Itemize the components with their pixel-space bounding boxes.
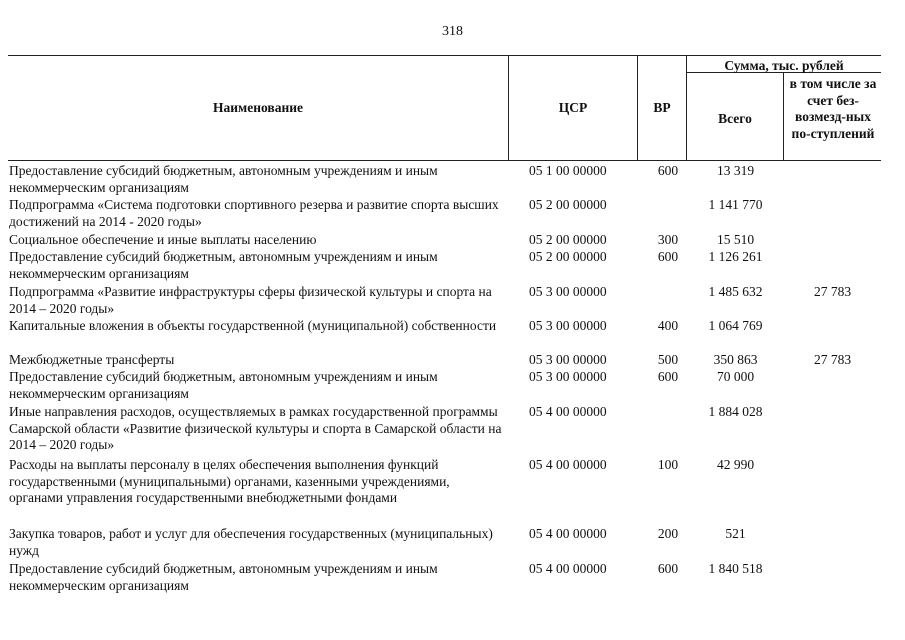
row-csr: 05 4 00 00000: [529, 404, 607, 419]
row-vr: 600: [657, 249, 679, 264]
row-free: 27 783: [813, 284, 852, 299]
row-vr: 600: [657, 369, 679, 384]
row-name: Социальное обеспечение и иные выплаты населению: [9, 232, 317, 247]
row-total: 70 000: [716, 369, 755, 384]
row-csr: 05 2 00 00000: [529, 249, 607, 264]
row-total: 350 863: [713, 352, 758, 367]
row-name: Межбюджетные трансферты: [9, 352, 175, 367]
row-vr: 300: [657, 232, 679, 247]
header-total: Всего: [718, 111, 752, 126]
row-total: 521: [725, 526, 746, 541]
page-number: 318: [442, 24, 463, 39]
row-total: 15 510: [716, 232, 755, 247]
row-total: 1 884 028: [708, 404, 763, 419]
row-name: Капитальные вложения в объекты государственной (муниципальной) собственности: [9, 318, 497, 333]
row-total: 1 126 261: [708, 249, 763, 264]
header-csr: ЦСР: [558, 100, 588, 115]
row-total: 1 485 632: [708, 284, 763, 299]
row-total: 1 064 769: [708, 318, 763, 333]
row-total: 42 990: [716, 457, 755, 472]
row-name: Подпрограмма «Система подготовки спортивного резерва и развитие спорта высших достижений на 2014 - 2020 годы»: [9, 197, 499, 229]
row-name: Предоставление субсидий бюджетным, автономным учреждениям и иным некоммерческим организациям: [9, 561, 438, 593]
row-vr: 200: [657, 526, 679, 541]
row-total: 1 840 518: [708, 561, 763, 576]
row-vr: 600: [657, 561, 679, 576]
row-csr: 05 3 00 00000: [529, 369, 607, 384]
header-vr: ВР: [653, 100, 671, 115]
row-free: 27 783: [813, 352, 852, 367]
row-name: Иные направления расходов, осуществляемых в рамках государственной программы Самарской области «Развитие физической культуры и спорта в Самарской области на 2014 – 2020 годы»: [9, 404, 502, 452]
row-csr: 05 3 00 00000: [529, 284, 607, 299]
row-csr: 05 4 00 00000: [529, 526, 607, 541]
row-csr: 05 3 00 00000: [529, 352, 607, 367]
row-vr: 100: [657, 457, 679, 472]
row-name: Предоставление субсидий бюджетным, автономным учреждениям и иным некоммерческим организациям: [9, 369, 438, 401]
header-name: Наименование: [213, 100, 303, 115]
row-csr: 05 1 00 00000: [529, 163, 607, 178]
row-csr: 05 2 00 00000: [529, 232, 607, 247]
row-csr: 05 3 00 00000: [529, 318, 607, 333]
row-name: Закупка товаров, работ и услуг для обеспечения государственных (муниципальных) нужд: [9, 526, 493, 558]
row-total: 13 319: [716, 163, 755, 178]
row-csr: 05 4 00 00000: [529, 457, 607, 472]
row-vr: 400: [657, 318, 679, 333]
row-vr: 600: [657, 163, 679, 178]
row-name: Подпрограмма «Развитие инфраструктуры сферы физической культуры и спорта на 2014 – 2020 годы»: [9, 284, 492, 316]
row-csr: 05 4 00 00000: [529, 561, 607, 576]
header-bottom-rule: [8, 160, 881, 161]
col-divider-free: [783, 73, 784, 161]
row-csr: 05 2 00 00000: [529, 197, 607, 212]
header-top-rule: [8, 55, 881, 56]
row-name: Предоставление субсидий бюджетным, автономным учреждениям и иным некоммерческим организациям: [9, 163, 438, 195]
row-name: Предоставление субсидий бюджетным, автономным учреждениям и иным некоммерческим организациям: [9, 249, 438, 281]
row-vr: 500: [657, 352, 679, 367]
header-sum-group: Сумма, тыс. рублей: [724, 58, 844, 73]
row-name: Расходы на выплаты персоналу в целях обеспечения выполнения функций государственными (муниципальными) органами, казенными учреждениями, органами управления государственными внебюджетными фондами: [9, 457, 450, 505]
header-free-receipts: в том числе за счет без-возмезд-ных по-ступлений: [789, 76, 877, 141]
row-total: 1 141 770: [708, 197, 763, 212]
